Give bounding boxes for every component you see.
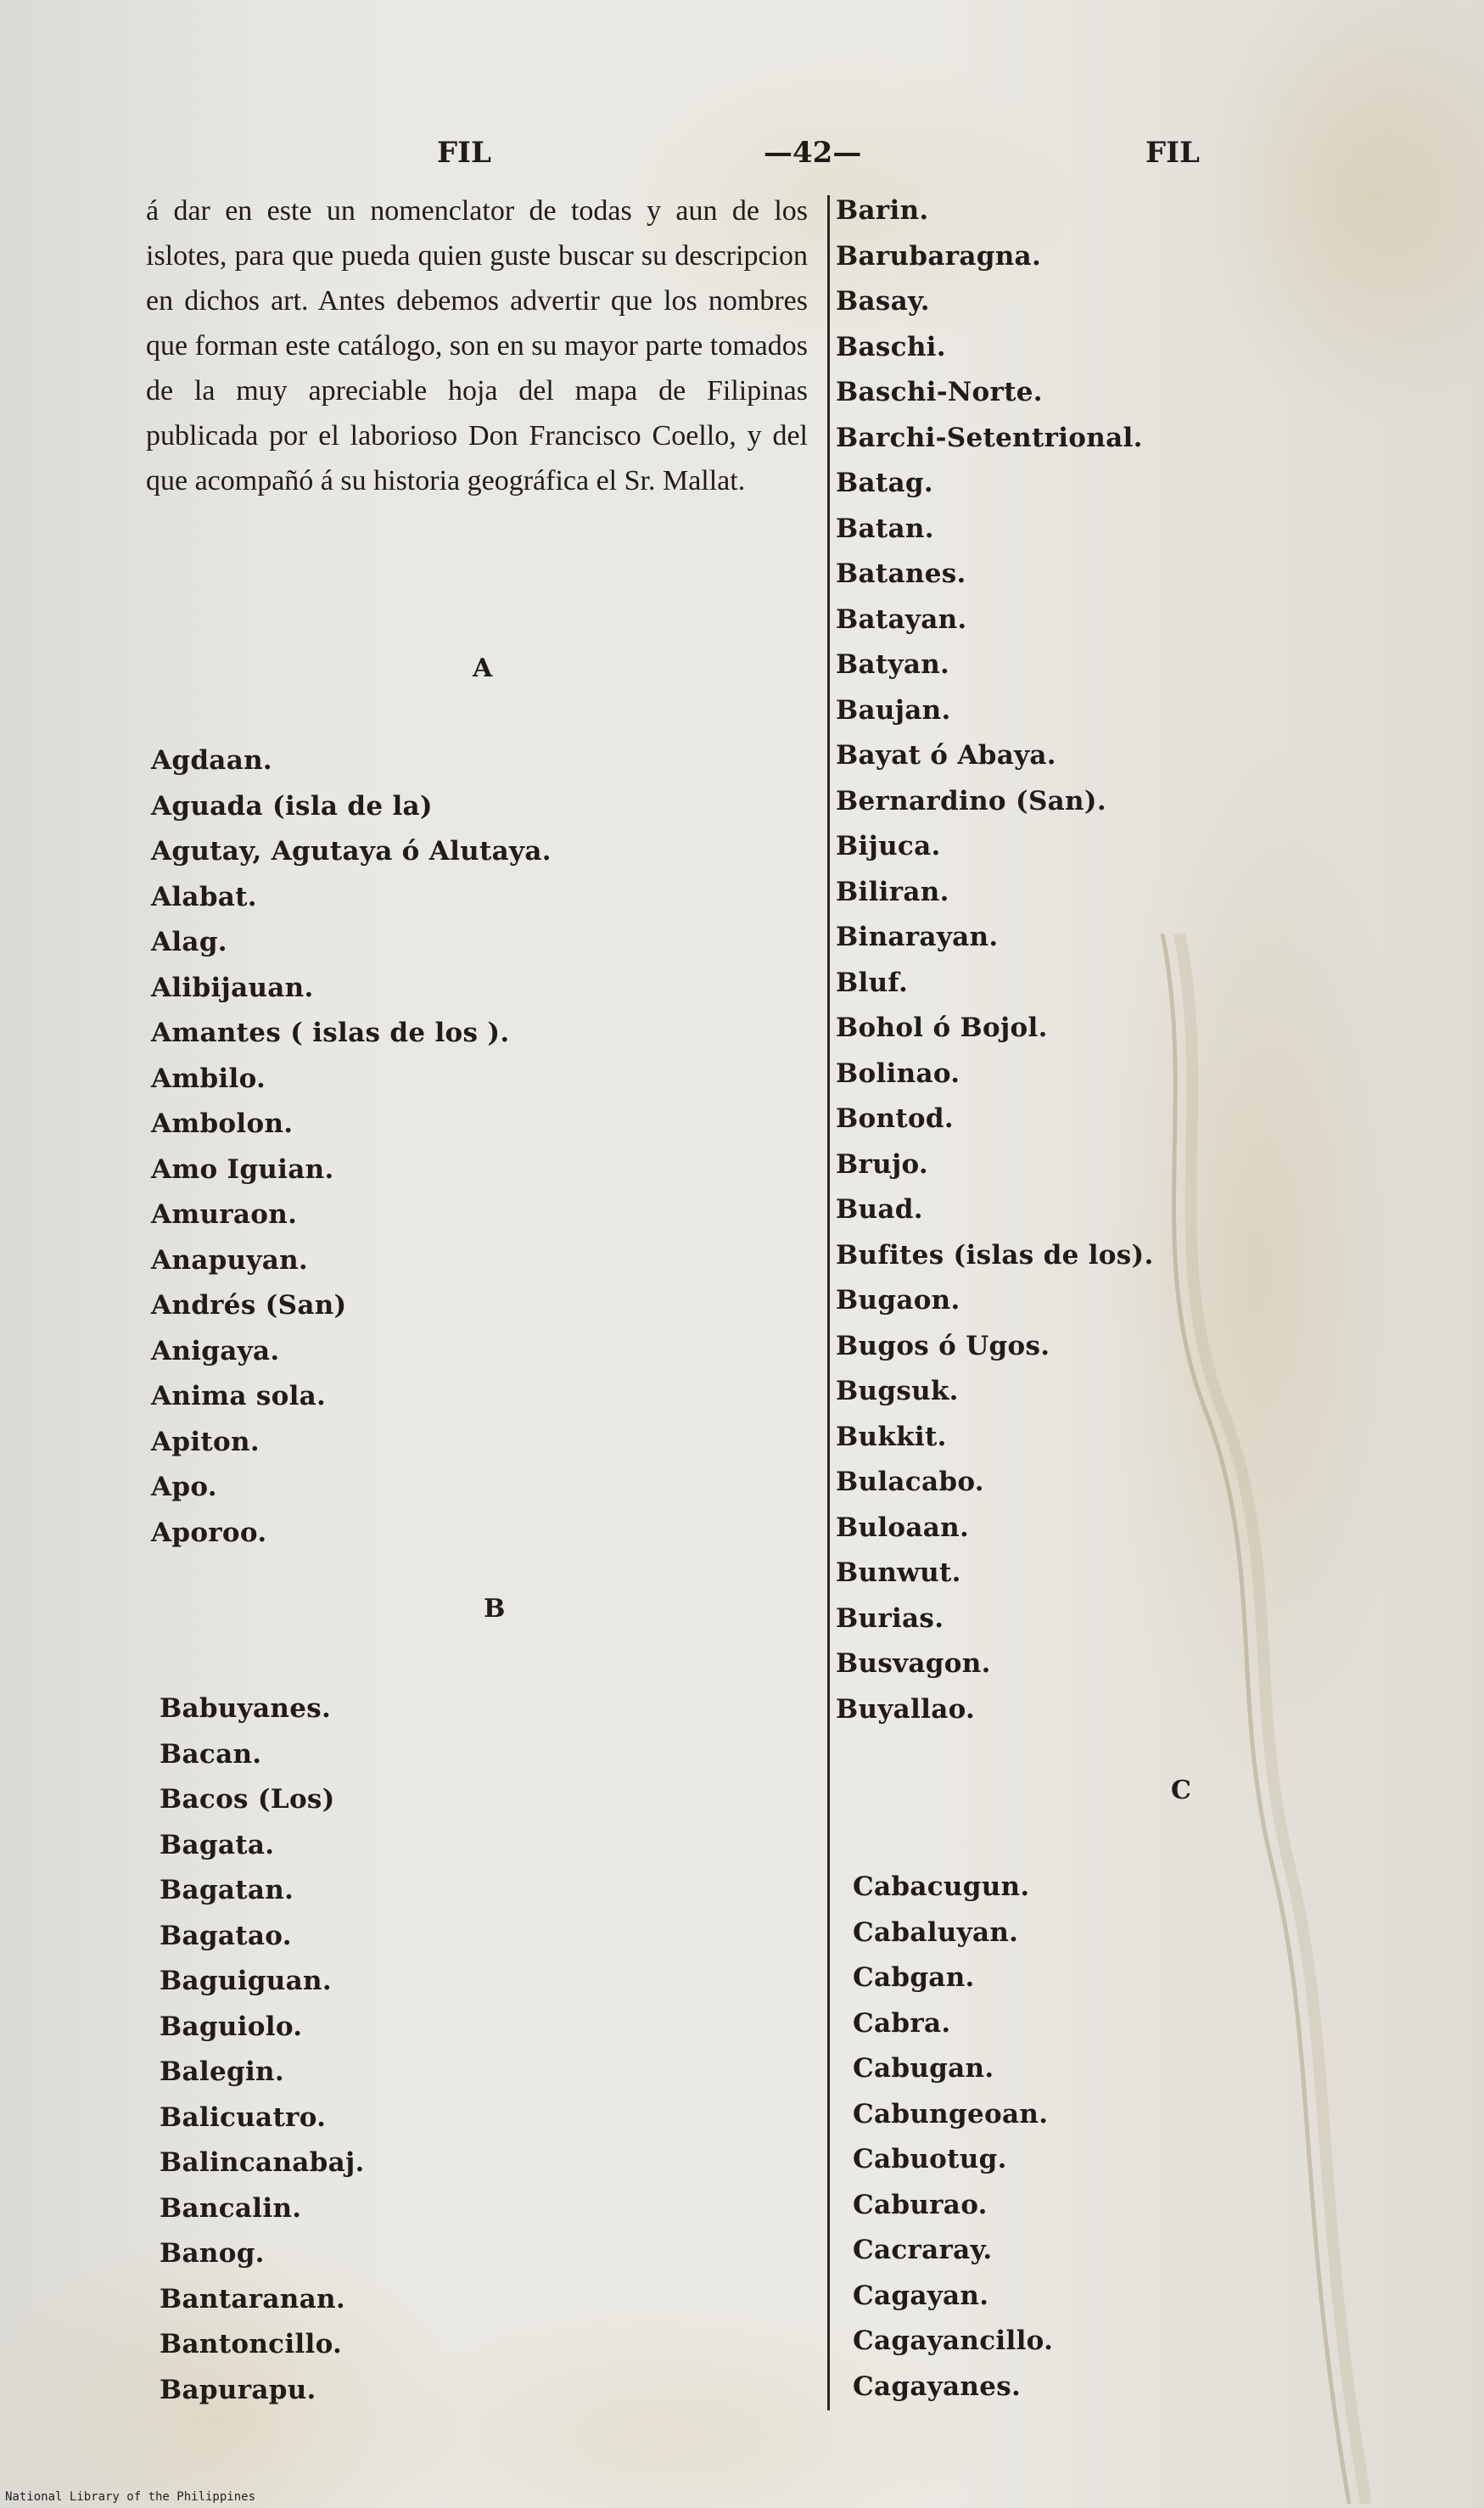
island-entry: Busvagon. bbox=[836, 1648, 991, 1679]
island-entry: Bagatan. bbox=[160, 1875, 294, 1905]
island-entry: Barubaragna. bbox=[836, 240, 1042, 272]
island-entry: Batayan. bbox=[836, 603, 967, 635]
island-entry: Bukkit. bbox=[836, 1421, 947, 1452]
island-entry: Aguada (isla de la) bbox=[151, 790, 433, 822]
island-entry: Bunwut. bbox=[836, 1557, 961, 1588]
section-letter-c: C bbox=[1171, 1776, 1191, 1805]
island-entry: Bantaranan. bbox=[160, 2283, 345, 2314]
island-entry: Buad. bbox=[836, 1194, 923, 1225]
island-entry: Bantoncillo. bbox=[160, 2329, 343, 2359]
island-entry: Anima sola. bbox=[151, 1381, 327, 1411]
island-entry: Alibijauan. bbox=[151, 972, 314, 1003]
island-entry: Biliran. bbox=[836, 876, 949, 907]
entry-list-c bbox=[853, 1865, 1053, 2410]
island-entry: Apo. bbox=[151, 1472, 217, 1502]
island-entry: Brujo. bbox=[836, 1148, 929, 1180]
island-entry: Bolinao. bbox=[836, 1058, 960, 1089]
island-entry: Cabgan. bbox=[853, 1962, 975, 1993]
island-entry: Andrés (San) bbox=[151, 1290, 347, 1321]
island-entry: Banog. bbox=[160, 2238, 265, 2269]
page-number: —42— bbox=[764, 136, 862, 170]
island-entry: Bontod. bbox=[836, 1103, 954, 1134]
island-entry: Cabacugun. bbox=[853, 1871, 1030, 1902]
island-entry: Bufites (islas de los). bbox=[836, 1239, 1154, 1271]
island-entry: Cabugan. bbox=[853, 2053, 994, 2084]
island-entry: Aporoo. bbox=[151, 1517, 267, 1548]
page-header bbox=[0, 136, 1484, 187]
island-entry: Baschi-Norte. bbox=[836, 377, 1043, 407]
island-entry: Balegin. bbox=[160, 2056, 284, 2087]
island-entry: Baguiguan. bbox=[160, 1966, 332, 1996]
island-entry: Binarayan. bbox=[836, 922, 999, 952]
island-entry: Cacraray. bbox=[853, 2235, 993, 2265]
island-entry: Cabaluyan. bbox=[853, 1916, 1019, 1948]
island-entry: Bernardino (San). bbox=[836, 785, 1106, 816]
island-entry: Balicuatro. bbox=[160, 2101, 327, 2133]
island-entry: Barchi-Setentrional. bbox=[836, 422, 1143, 453]
header-left-running-title: FIL bbox=[437, 136, 491, 170]
island-entry: Anapuyan. bbox=[151, 1244, 309, 1276]
entry-list-b-continued bbox=[836, 188, 1154, 1732]
island-entry: Bohol ó Bojol. bbox=[836, 1013, 1048, 1043]
island-entry: Cabuotug. bbox=[853, 2144, 1007, 2174]
island-entry: Bugos ó Ugos. bbox=[836, 1330, 1050, 1361]
island-entry: Ambolon. bbox=[151, 1108, 294, 1139]
island-entry: Bacos (Los) bbox=[160, 1784, 335, 1815]
island-entry: Agdaan. bbox=[151, 745, 273, 776]
column-divider bbox=[827, 195, 830, 2410]
section-letter-b: B bbox=[484, 1594, 506, 1624]
entry-list-a bbox=[151, 738, 552, 1556]
island-entry: Babuyanes. bbox=[160, 1693, 332, 1724]
island-entry: Cagayanes. bbox=[853, 2371, 1022, 2402]
island-entry: Buloaan. bbox=[836, 1512, 970, 1543]
header-right-running-title: FIL bbox=[1145, 136, 1200, 170]
island-entry: Bugaon. bbox=[836, 1285, 960, 1316]
island-entry: Amantes ( islas de los ). bbox=[151, 1018, 510, 1048]
paper-crease-stain bbox=[1128, 934, 1383, 2504]
island-entry: Bijuca. bbox=[836, 831, 941, 861]
island-entry: Amuraon. bbox=[151, 1199, 298, 1230]
island-entry: Burias. bbox=[836, 1602, 944, 1634]
island-entry: Bulacabo. bbox=[836, 1467, 984, 1497]
island-entry: Apiton. bbox=[151, 1426, 260, 1457]
island-entry: Buyallao. bbox=[836, 1693, 976, 1725]
island-entry: Baguiolo. bbox=[160, 2011, 303, 2042]
island-entry: Balincanabaj. bbox=[160, 2147, 365, 2178]
island-entry: Bayat ó Abaya. bbox=[836, 740, 1056, 771]
island-entry: Bagatao. bbox=[160, 1920, 292, 1951]
island-entry: Cabungeoan. bbox=[853, 2098, 1049, 2129]
library-credit: National Library of the Philippines bbox=[5, 2490, 256, 2504]
island-entry: Batanes. bbox=[836, 558, 966, 589]
island-entry: Barin. bbox=[836, 195, 929, 226]
island-entry: Caburao. bbox=[853, 2189, 988, 2220]
island-entry: Agutay, Agutaya ó Alutaya. bbox=[151, 836, 552, 867]
island-entry: Cagayan. bbox=[853, 2280, 989, 2311]
island-entry: Alag. bbox=[151, 927, 227, 957]
island-entry: Anigaya. bbox=[151, 1335, 280, 1366]
island-entry: Bacan. bbox=[160, 1738, 262, 1770]
island-entry: Cabra. bbox=[853, 2007, 951, 2039]
island-entry: Batyan. bbox=[836, 649, 950, 680]
island-entry: Ambilo. bbox=[151, 1063, 266, 1094]
island-entry: Bluf. bbox=[836, 967, 909, 998]
island-entry: Bugsuk. bbox=[836, 1376, 959, 1406]
island-entry: Basay. bbox=[836, 286, 930, 317]
island-entry: Baschi. bbox=[836, 331, 946, 362]
island-entry: Bagata. bbox=[160, 1829, 275, 1860]
island-entry: Batag. bbox=[836, 468, 933, 498]
island-entry: Bapurapu. bbox=[160, 2374, 316, 2405]
island-entry: Baujan. bbox=[836, 694, 951, 726]
entry-list-b bbox=[160, 1686, 365, 2413]
island-entry: Cagayancillo. bbox=[853, 2326, 1054, 2356]
island-entry: Batan. bbox=[836, 513, 934, 544]
intro-paragraph: á dar en este un nomenclator de todas y aun de los islotes, para que pueda quien guste buscar su descripcion en dichos art. Antes debemos advertir que los nombres que forman este catálogo, son en su mayor parte tomados de la muy apreciable hoja del mapa de Filipinas publicada por el laborioso Don Francisco Coello, y del que acompañó á su historia geográfica el Sr. Mallat. bbox=[146, 195, 808, 497]
section-letter-a: A bbox=[473, 654, 493, 683]
island-entry: Amo Iguian. bbox=[151, 1153, 334, 1185]
island-entry: Alabat. bbox=[151, 881, 257, 912]
island-entry: Bancalin. bbox=[160, 2192, 302, 2224]
